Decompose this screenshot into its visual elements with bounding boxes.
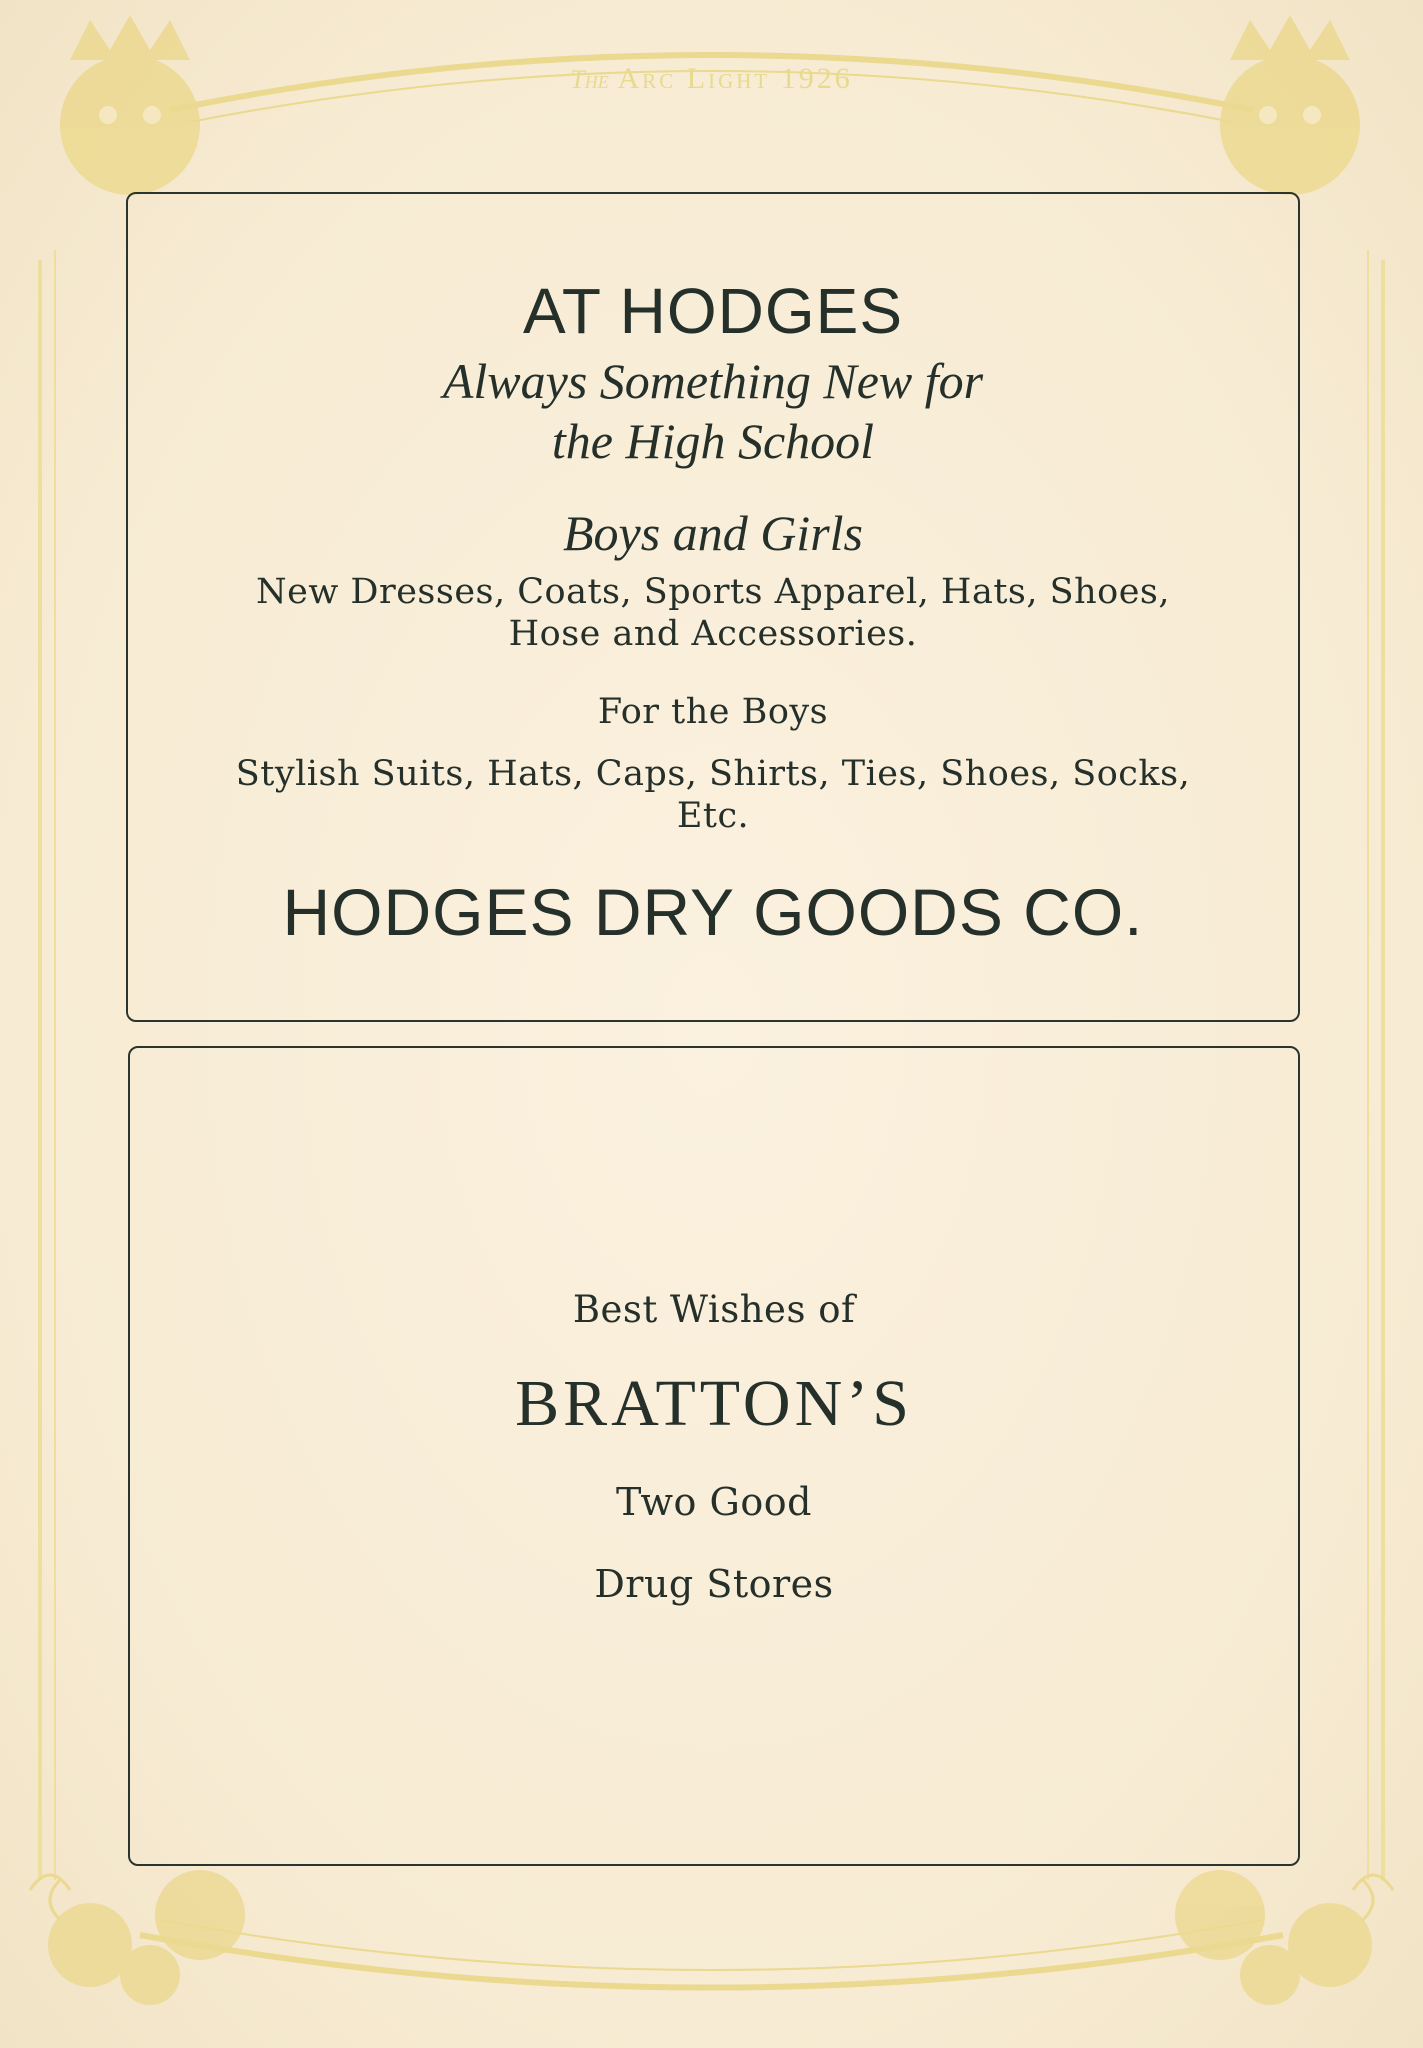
hodges-section-1-line-1: New Dresses, Coats, Sports Apparel, Hats, Shoes, (255, 572, 1170, 612)
running-header (0, 62, 1423, 96)
header-the: The (570, 65, 609, 94)
hodges-advertisement (126, 192, 1300, 1022)
hodges-section-2-line-1: Stylish Suits, Hats, Caps, Shirts, Ties, Shoes, Socks, (235, 754, 1191, 794)
hodges-company-name: HODGES DRY GOODS CO. (282, 875, 1144, 949)
hodges-section-1-title: Boys and Girls (563, 505, 863, 561)
hodges-section-2-title: For the Boys (597, 692, 829, 732)
hodges-tagline-1: Always Something New for (442, 353, 984, 409)
brattons-line-2: Drug Stores (594, 1562, 834, 1606)
header-title-text: Arc Light 1926 (617, 62, 853, 95)
brattons-intro: Best Wishes of (572, 1288, 856, 1331)
hodges-tagline-2: the High School (551, 413, 875, 469)
hodges-section-1-line-2: Hose and Accessories. (508, 614, 918, 654)
brattons-advertisement (128, 1046, 1300, 1866)
hodges-section-2-line-2: Etc. (676, 796, 750, 836)
hodges-headline: AT HODGES (522, 275, 904, 347)
brattons-name: BRATTON’S (515, 1367, 913, 1440)
brattons-line-1: Two Good (616, 1480, 812, 1524)
